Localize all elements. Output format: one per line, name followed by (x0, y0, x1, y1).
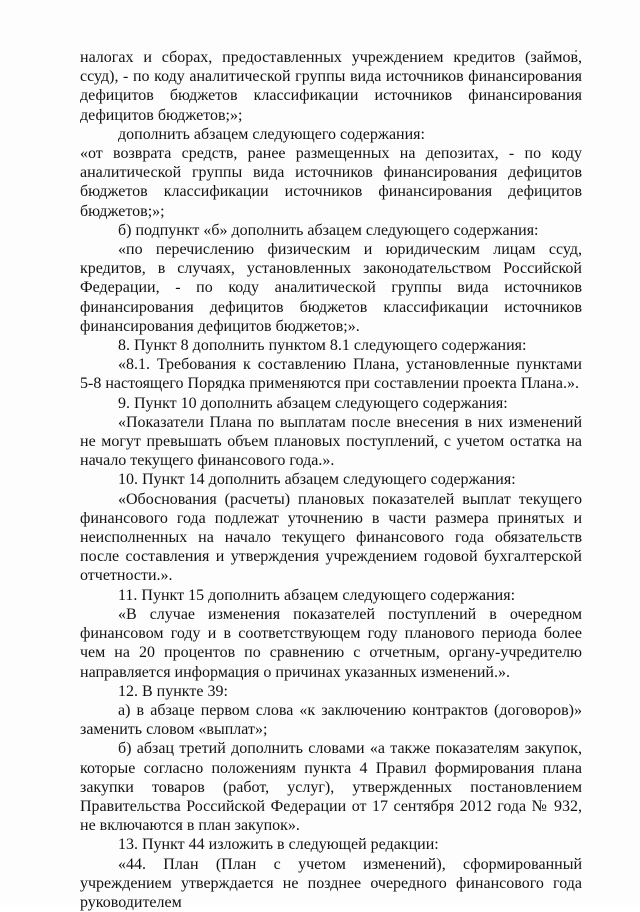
paragraph: «8.1. Требования к составлению Плана, установленные пунктами 5-8 настоящего Порядка применяются при составлении проекта Плана.». (80, 356, 582, 393)
paragraph: «44. План (План с учетом изменений), сформированный учреждением утверждается не позднее очередного финансового года руководителем (80, 855, 582, 911)
paragraph: 11. Пункт 15 дополнить абзацем следующего содержания: (118, 586, 516, 604)
paragraph: «Показатели Плана по выплатам после внесения в них изменений не могут превышать объем плановых поступлений, с учетом остатка на начало текущего финансового года.». (80, 413, 582, 470)
paragraph: «по перечислению физическим и юридическим лицам ссуд, кредитов, в случаях, установленных законодательством Российской Федерации, - по коду аналитической группы вида источников финансирования дефицитов бюджетов классификации источников финансирования дефицитов бюджетов;». (80, 241, 582, 335)
paragraph: «Обоснования (расчеты) плановых показателей выплат текущего финансового года подлежат уточнению в части размера принятых и неисполненных на начало текущего финансового года обязательств после составления и утверждения учреждением годовой бухгалтерской отчетности.». (80, 490, 582, 585)
paragraph: 12. В пункте 39: (118, 682, 228, 700)
paragraph: а) в абзаце первом слова «к заключению контрактов (договоров)» заменить словом «выплат»; (80, 701, 582, 739)
paragraph: 10. Пункт 14 дополнить абзацем следующего содержания: (118, 471, 516, 489)
paragraph: дополнить абзацем следующего содержания: (118, 125, 425, 143)
paragraph: б) абзац третий дополнить словами «а также показателям закупок, которые согласно положениям пункта 4 Правил формирования плана закупки товаров (работ, услуг), утвержденных постановлением Правительства Российской Федерации от 17 сентября 2012 года № 932, не включаются в план закупок». (80, 740, 582, 835)
paragraph: «В случае изменения показателей поступлений в очередном финансовом году и в соответствующем году планового периода более чем на 20 процентов по сравнению с отчетным, органу-учредителю направляется информация о причинах указанных изменений.». (80, 605, 582, 681)
paragraph: 8. Пункт 8 дополнить пунктом 8.1 следующего содержания: (118, 337, 527, 355)
paragraph: 13. Пункт 44 изложить в следующей редакции: (118, 836, 439, 854)
paragraph: б) подпункт «б» дополнить абзацем следующего содержания: (118, 221, 539, 239)
paragraph: «от возврата средств, ранее размещенных на депозитах, - по коду аналитической группы вида источников финансирования дефицитов бюджетов классификации источников финансирования дефицитов бюджетов;»; (80, 145, 582, 220)
document-body (80, 48, 582, 912)
paragraph: налогах и сборах, предоставленных учреждением кредитов (займов, ссуд), - по коду аналитической группы вида источников финансирования дефицитов бюджетов классификации источников финансирования дефицитов бюджетов;»; (80, 49, 582, 124)
paragraph: 9. Пункт 10 дополнить абзацем следующего содержания: (118, 394, 508, 412)
